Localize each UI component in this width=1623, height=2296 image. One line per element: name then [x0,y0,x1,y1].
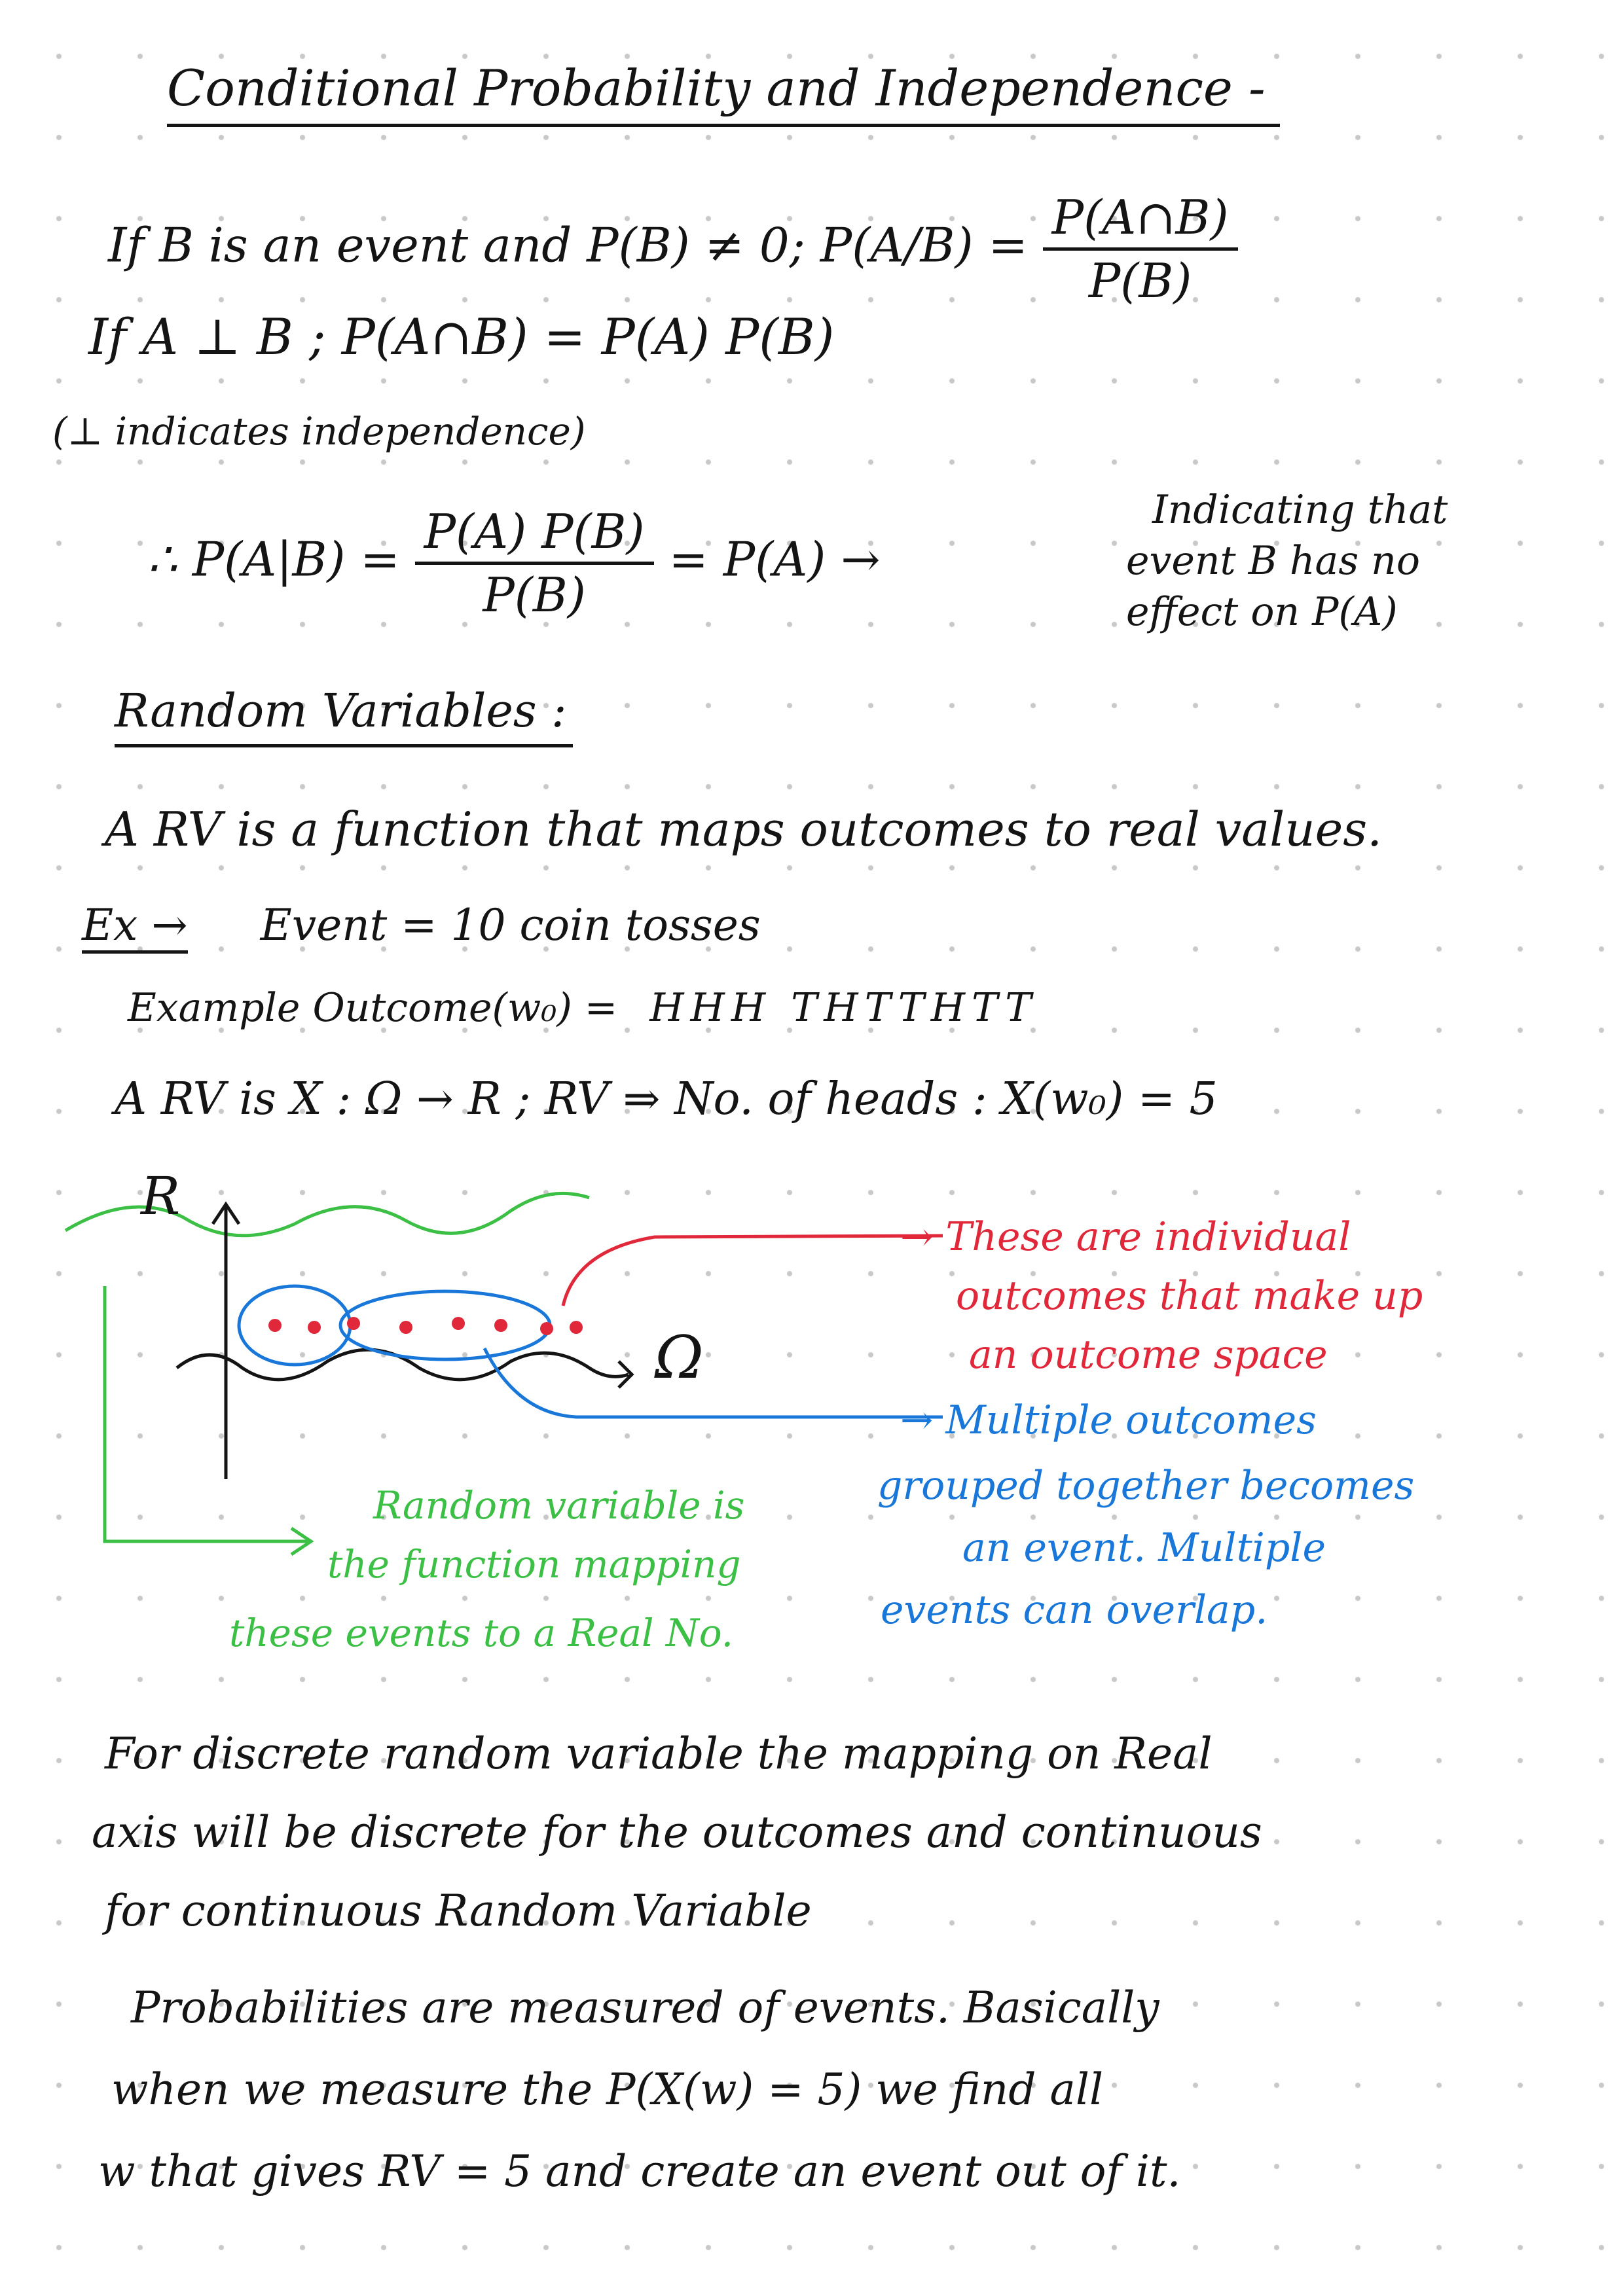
axis-label-R: R [141,1166,181,1227]
conditional-fraction [1043,190,1238,308]
outcome-dot [347,1317,360,1330]
rv-mapping-diagram [0,1152,1623,1689]
outcome-dot [308,1321,321,1334]
outcome-line [128,985,1038,1031]
blue-note-line: an event. Multiple [962,1525,1326,1571]
conditional-prefix: If B is an event and P(B) ≠ 0; P(A/B) = [108,217,1028,273]
paragraph-line: when we measure the P(X(w) = 5) we find all [111,2064,1104,2115]
conditional-definition [108,190,1238,308]
red-connector [563,1236,943,1306]
outcome-dot [540,1322,553,1335]
green-note-line: these events to a Real No. [229,1611,734,1655]
outcome-label: Example Outcome(w₀) = [128,985,618,1031]
outcome-dot [268,1319,282,1332]
blue-connector [484,1348,943,1417]
paragraph-line: Probabilities are measured of events. Basically [131,1982,1159,2033]
event-ellipse [340,1291,550,1359]
independence-rule: If A ⊥ B ; P(A∩B) = P(A) P(B) [88,308,835,366]
example-line [82,900,761,950]
blue-note-line: events can overlap. [881,1587,1268,1633]
outcome-dot [452,1317,465,1330]
section-heading: Random Variables : [115,684,573,747]
red-note [900,1214,1423,1378]
fraction-numerator: P(A∩B) [1043,190,1238,251]
omega-label: Ω [655,1323,704,1392]
paragraph-line: axis will be discrete for the outcomes and continuous [92,1807,1262,1857]
blue-note [877,1397,1414,1633]
comment-line: event B has no [1126,538,1420,584]
discrete-paragraph [92,1715,1262,1950]
example-label: Ex → [82,900,188,954]
comment-line: Indicating that [1152,487,1448,533]
event-ellipse [239,1286,350,1365]
fraction-denominator: P(B) [1088,253,1192,308]
red-note-line: an outcome space [969,1332,1328,1378]
example-event: Event = 10 coin tosses [260,900,761,950]
paragraph-line: For discrete random variable the mapping on Real [105,1729,1213,1779]
comment-line: effect on P(A) [1126,589,1398,635]
fraction-denominator: P(B) [483,567,586,622]
outcome-space-line [177,1350,629,1380]
green-note-line: the function mapping [327,1542,741,1587]
probabilities-paragraph [98,1967,1181,2212]
outcome-dots [268,1317,583,1335]
blue-note-line: grouped together becomes [877,1463,1415,1509]
fraction-numerator: P(A) P(B) [415,504,654,565]
outcome-sequence: HHH THTTHTT [649,985,1038,1031]
outcome-dot [494,1319,507,1332]
derivation-result: = P(A) → [668,531,881,587]
derivation-prefix: ∴ P(A|B) = [147,531,400,587]
paragraph-line: w that gives RV = 5 and create an event out of it. [98,2146,1181,2197]
red-note-line: → These are individual [900,1214,1351,1260]
blue-note-line: → Multiple outcomes [900,1397,1317,1443]
derivation-fraction [415,504,654,622]
red-note-line: outcomes that make up [956,1273,1423,1319]
outcome-dot [399,1321,412,1334]
paragraph-line: for continuous Random Variable [105,1886,812,1936]
outcome-dot [570,1321,583,1334]
independence-comment [1126,484,1448,637]
green-note-line: Random variable is [373,1483,745,1528]
independence-note: (⊥ indicates independence) [52,409,586,454]
green-note [229,1483,744,1655]
rv-definition: A RV is a function that maps outcomes to real values. [105,802,1383,857]
page-title: Conditional Probability and Independence - [167,59,1280,127]
independence-derivation [147,504,881,622]
rv-mapping: A RV is X : Ω → R ; RV ⇒ No. of heads : X(w₀) = 5 [115,1073,1218,1125]
